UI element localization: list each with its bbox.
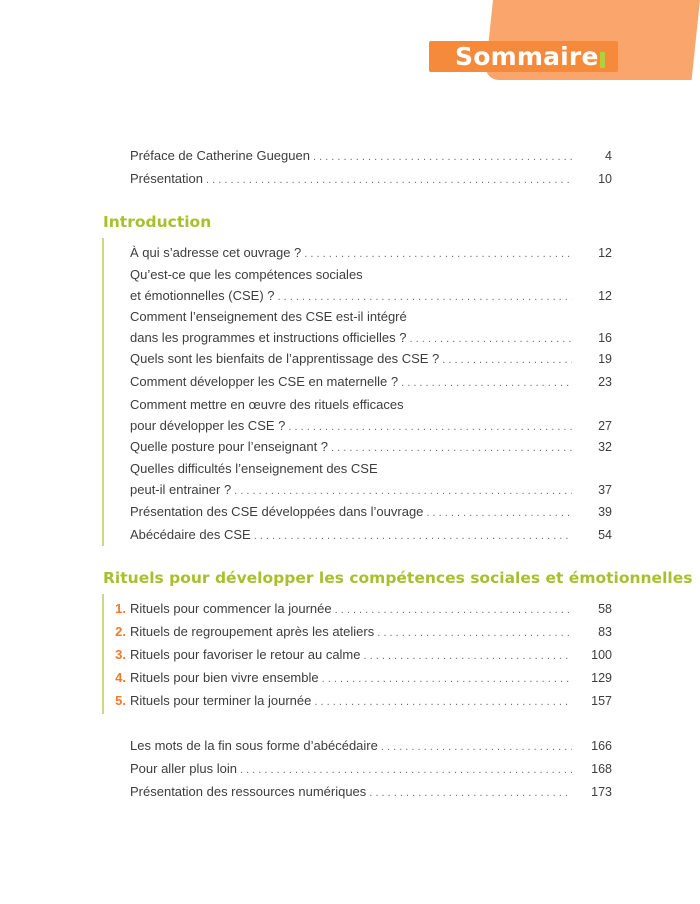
- chapter-number: 2.: [115, 624, 126, 639]
- toc-entry[interactable]: [130, 436, 612, 459]
- toc-entry-page: 32: [598, 440, 612, 454]
- toc-entry-text: Rituels de regroupement après les ateliers: [130, 624, 375, 639]
- toc-entry-page: 54: [598, 528, 612, 542]
- leader-dots: [381, 737, 572, 758]
- toc-entry-chapter[interactable]: [130, 690, 612, 713]
- toc-entry[interactable]: [130, 371, 612, 394]
- toc-entry[interactable]: [130, 348, 612, 371]
- leader-dots: [288, 417, 572, 438]
- page-title: Sommaire: [455, 42, 599, 71]
- toc-entry-page: 39: [598, 505, 612, 519]
- toc-entry-page: 168: [591, 762, 612, 776]
- leader-dots: [254, 526, 572, 547]
- toc-entry-text: Quels sont les bienfaits de l’apprentissage des CSE ?: [130, 351, 440, 366]
- toc-entry-text: Rituels pour terminer la journée: [130, 693, 312, 708]
- toc-entry[interactable]: [130, 458, 612, 502]
- toc-entry-text: pour développer les CSE ?: [130, 418, 286, 433]
- toc-entry-text: peut-il entrainer ?: [130, 482, 232, 497]
- toc-entry-text: et émotionnelles (CSE) ?: [130, 288, 275, 303]
- toc-entry-text: Abécédaire des CSE: [130, 527, 251, 542]
- toc-entry-text: Présentation des ressources numériques: [130, 784, 367, 799]
- toc-entry-chapter[interactable]: [130, 644, 612, 667]
- toc-entry-text: À qui s’adresse cet ouvrage ?: [130, 245, 302, 260]
- toc-entry[interactable]: [130, 394, 612, 438]
- leader-dots: [234, 481, 572, 502]
- toc-entry-text: Quelle posture pour l’enseignant ?: [130, 439, 329, 454]
- leader-dots: [426, 503, 572, 524]
- toc-entry-page: 19: [598, 352, 612, 366]
- chapter-number: 1.: [115, 601, 126, 616]
- toc-entry-preface[interactable]: [130, 145, 612, 168]
- leader-dots: [410, 329, 573, 350]
- toc-entry-page: 27: [598, 419, 612, 433]
- leader-dots: [331, 438, 572, 459]
- toc-entry-page: 173: [591, 785, 612, 799]
- toc-entry-backmatter[interactable]: [130, 735, 612, 758]
- toc-entry-chapter[interactable]: [130, 621, 612, 644]
- toc-entry-page: 157: [591, 694, 612, 708]
- toc-entry[interactable]: [130, 242, 612, 265]
- toc-entry-chapter[interactable]: [130, 598, 612, 621]
- toc-entry-text: Rituels pour commencer la journée: [130, 601, 332, 616]
- section-rule: [102, 238, 104, 546]
- leader-dots: [377, 623, 572, 644]
- toc-entry-text-line1: Comment mettre en œuvre des rituels efficaces: [130, 397, 404, 412]
- section-heading-introduction: Introduction: [103, 213, 212, 231]
- toc-entry-text: Les mots de la fin sous forme d’abécédaire: [130, 738, 378, 753]
- toc-entry[interactable]: [130, 524, 612, 547]
- leader-dots: [401, 373, 572, 394]
- toc-entry-page: 166: [591, 739, 612, 753]
- toc-entry-text-line1: Comment l’enseignement des CSE est-il intégré: [130, 309, 407, 324]
- toc-entry[interactable]: [130, 306, 612, 350]
- toc-entry-text: Comment développer les CSE en maternelle ?: [130, 374, 399, 389]
- chapter-number: 5.: [115, 693, 126, 708]
- toc-entry-page: 23: [598, 375, 612, 389]
- chapter-number: 3.: [115, 647, 126, 662]
- toc-entry-backmatter[interactable]: [130, 758, 612, 781]
- toc-entry-text: Pour aller plus loin: [130, 761, 237, 776]
- toc-entry-page: 83: [598, 625, 612, 639]
- toc-entry-presentation[interactable]: [130, 168, 612, 191]
- toc-entry-text: Présentation des CSE développées dans l’ouvrage: [130, 504, 424, 519]
- leader-dots: [278, 287, 572, 308]
- leader-dots: [314, 692, 572, 713]
- toc-entry-page: 58: [598, 602, 612, 616]
- leader-dots: [364, 646, 573, 667]
- toc-entry[interactable]: [130, 501, 612, 524]
- toc-entry-page: 129: [591, 671, 612, 685]
- toc-entry-text: Rituels pour favoriser le retour au calme: [130, 647, 361, 662]
- toc-entry-page: 12: [598, 246, 612, 260]
- leader-dots: [206, 170, 572, 191]
- toc-entry-text: Présentation: [130, 171, 203, 186]
- leader-dots: [322, 669, 572, 690]
- toc-entry-text-line1: Qu’est-ce que les compétences sociales: [130, 267, 363, 282]
- toc-entry-page: 100: [591, 648, 612, 662]
- leader-dots: [442, 350, 572, 371]
- toc-entry[interactable]: [130, 264, 612, 308]
- toc-entry-page: 10: [598, 172, 612, 186]
- section-heading-rituels: Rituels pour développer les compétences sociales et émotionnelles: [103, 569, 693, 587]
- toc-entry-text: dans les programmes et instructions officielles ?: [130, 330, 407, 345]
- leader-dots: [313, 147, 572, 168]
- toc-entry-page: 16: [598, 331, 612, 345]
- leader-dots: [369, 783, 572, 804]
- toc-entry-page: 4: [605, 149, 612, 163]
- toc-entry-backmatter[interactable]: [130, 781, 612, 804]
- toc-entry-chapter[interactable]: [130, 667, 612, 690]
- toc-entry-text-line1: Quelles difficultés l’enseignement des CSE: [130, 461, 378, 476]
- title-accent-bar: [600, 52, 605, 68]
- toc-entry-page: 37: [598, 483, 612, 497]
- toc-entry-page: 12: [598, 289, 612, 303]
- chapter-number: 4.: [115, 670, 126, 685]
- leader-dots: [304, 244, 572, 265]
- leader-dots: [240, 760, 572, 781]
- toc-entry-text: Rituels pour bien vivre ensemble: [130, 670, 319, 685]
- toc-entry-text: Préface de Catherine Gueguen: [130, 148, 310, 163]
- leader-dots: [335, 600, 572, 621]
